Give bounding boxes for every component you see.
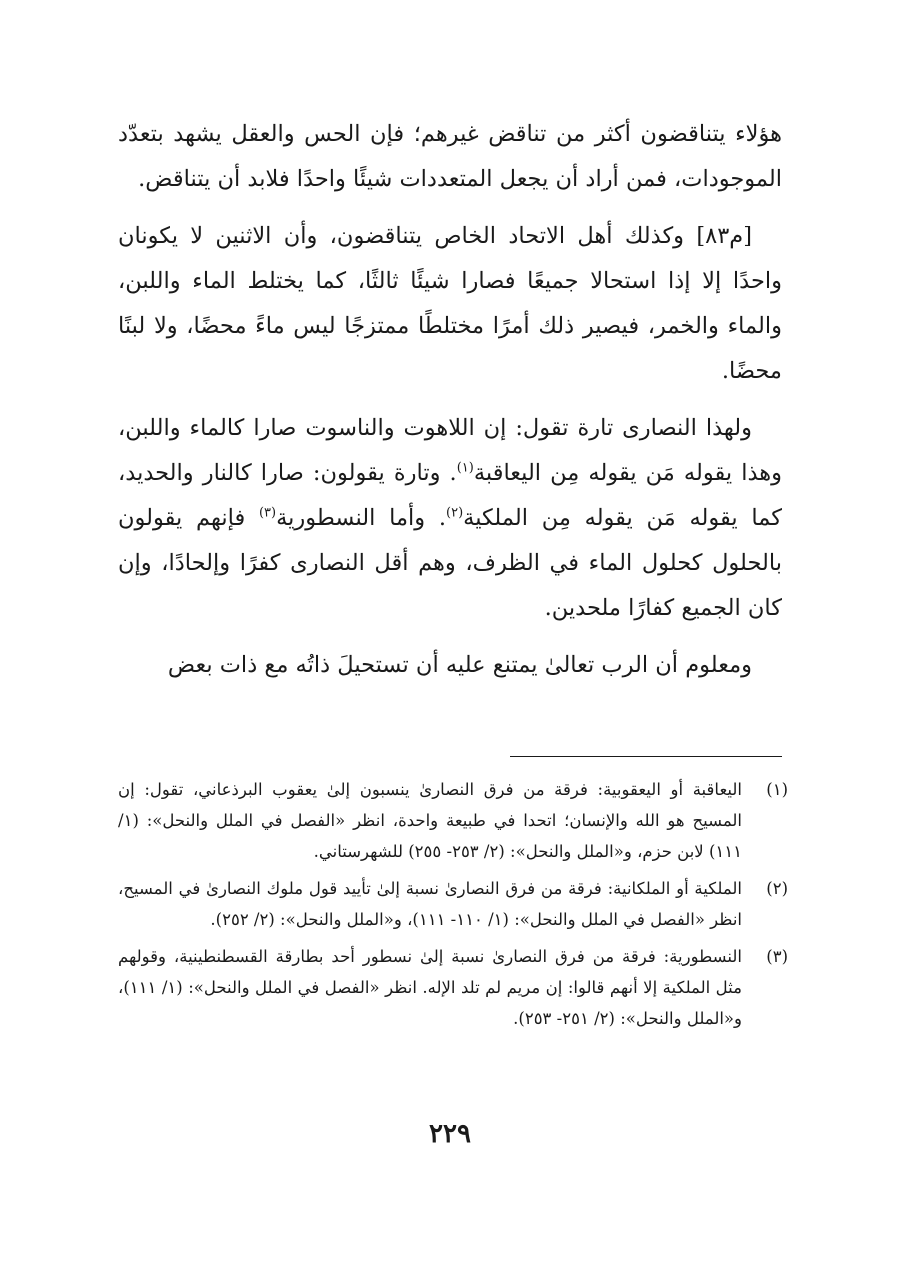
footnote-separator	[510, 756, 782, 757]
paragraph-2: [م٨٣] وكذلك أهل الاتحاد الخاص يتناقضون، وأن الاثنين لا يكونان واحدًا إلا إذا استحالا جميعًا فصارا شيئًا ثالثًا، كما يختلط الماء واللبن، والماء والخمر، فيصير ذلك أمرًا مختلطًا ممتزجًا ليس ماءً محضًا، ولا لبنًا محضًا.	[118, 223, 782, 384]
footnote-text: الملكية أو الملكانية: فرقة من فرق النصارىٰ نسبة إلىٰ تأييد قول ملوك النصارىٰ في المسيح، انظر «الفصل في الملل والنحل»: (١/ ١١٠- ١١١)، و«الملل والنحل»: (٢/ ٢٥٢).	[118, 879, 742, 929]
paragraph-3-part-4: فإنهم يقولون بالحلول كحلول الماء في الظرف، وهم أقل النصارى كفرًا وإلحادًا، وإن كان الجميع كفارًا ملحدين.	[118, 505, 782, 621]
footnote-ref-2[interactable]: (٢)	[446, 505, 464, 521]
footnote-3	[118, 941, 788, 1034]
footnote-1	[118, 774, 788, 867]
paragraph-3-part-2: . وتارة يقولون: صارا كالنار والحديد، كما يقوله مَن يقوله مِن الملكية	[118, 460, 782, 531]
footnote-text: النسطورية: فرقة من فرق النصارىٰ نسبة إلىٰ نسطور أحد بطارقة القسطنطينية، وقولهم مثل الملكية إلا أنهم قالوا: إن مريم لم تلد الإله. انظر «الفصل في الملل والنحل»: (١/ ١١١)، و«الملل والنحل»: (٢/ ٢٥١- ٢٥٣).	[118, 947, 742, 1028]
paragraph-3-part-3: . وأما النسطورية	[276, 505, 446, 531]
footnotes	[118, 774, 788, 1040]
paragraph-1: هؤلاء يتناقضون أكثر من تناقض غيرهم؛ فإن الحس والعقل يشهد بتعدّد الموجودات، فمن أراد أن يجعل المتعددات شيئًا واحدًا فلابد أن يتناقض.	[118, 121, 782, 192]
paragraph-3-part-1: ولهذا النصارى تارة تقول: إن اللاهوت والناسوت صارا كالماء واللبن، وهذا يقوله مَن يقوله مِن اليعاقبة	[118, 415, 782, 486]
paragraph-3	[118, 406, 782, 631]
paragraph-4: ومعلوم أن الرب تعالىٰ يمتنع عليه أن تستحيلَ ذاتُه مع ذات بعض	[167, 652, 752, 678]
footnote-number: (٣)	[766, 947, 788, 966]
footnote-number: (١)	[766, 780, 788, 799]
footnote-text: اليعاقبة أو اليعقوبية: فرقة من فرق النصارىٰ ينسبون إلىٰ يعقوب البرذعاني، تقول: إن المسيح هو الله والإنسان؛ اتحدا في طبيعة واحدة، انظر «الفصل في الملل والنحل»: (١/ ١١١) لابن حزم، و«الملل والنحل»: (٢/ ٢٥٣- ٢٥٥) للشهرستاني.	[118, 780, 742, 861]
footnote-ref-3[interactable]: (٣)	[258, 505, 277, 521]
page-number: ٢٢٩	[429, 1119, 471, 1149]
footnote-number: (٢)	[766, 879, 788, 898]
footnote-ref-1[interactable]: (١)	[456, 460, 474, 476]
main-text	[118, 112, 782, 700]
footnote-2	[118, 873, 788, 935]
